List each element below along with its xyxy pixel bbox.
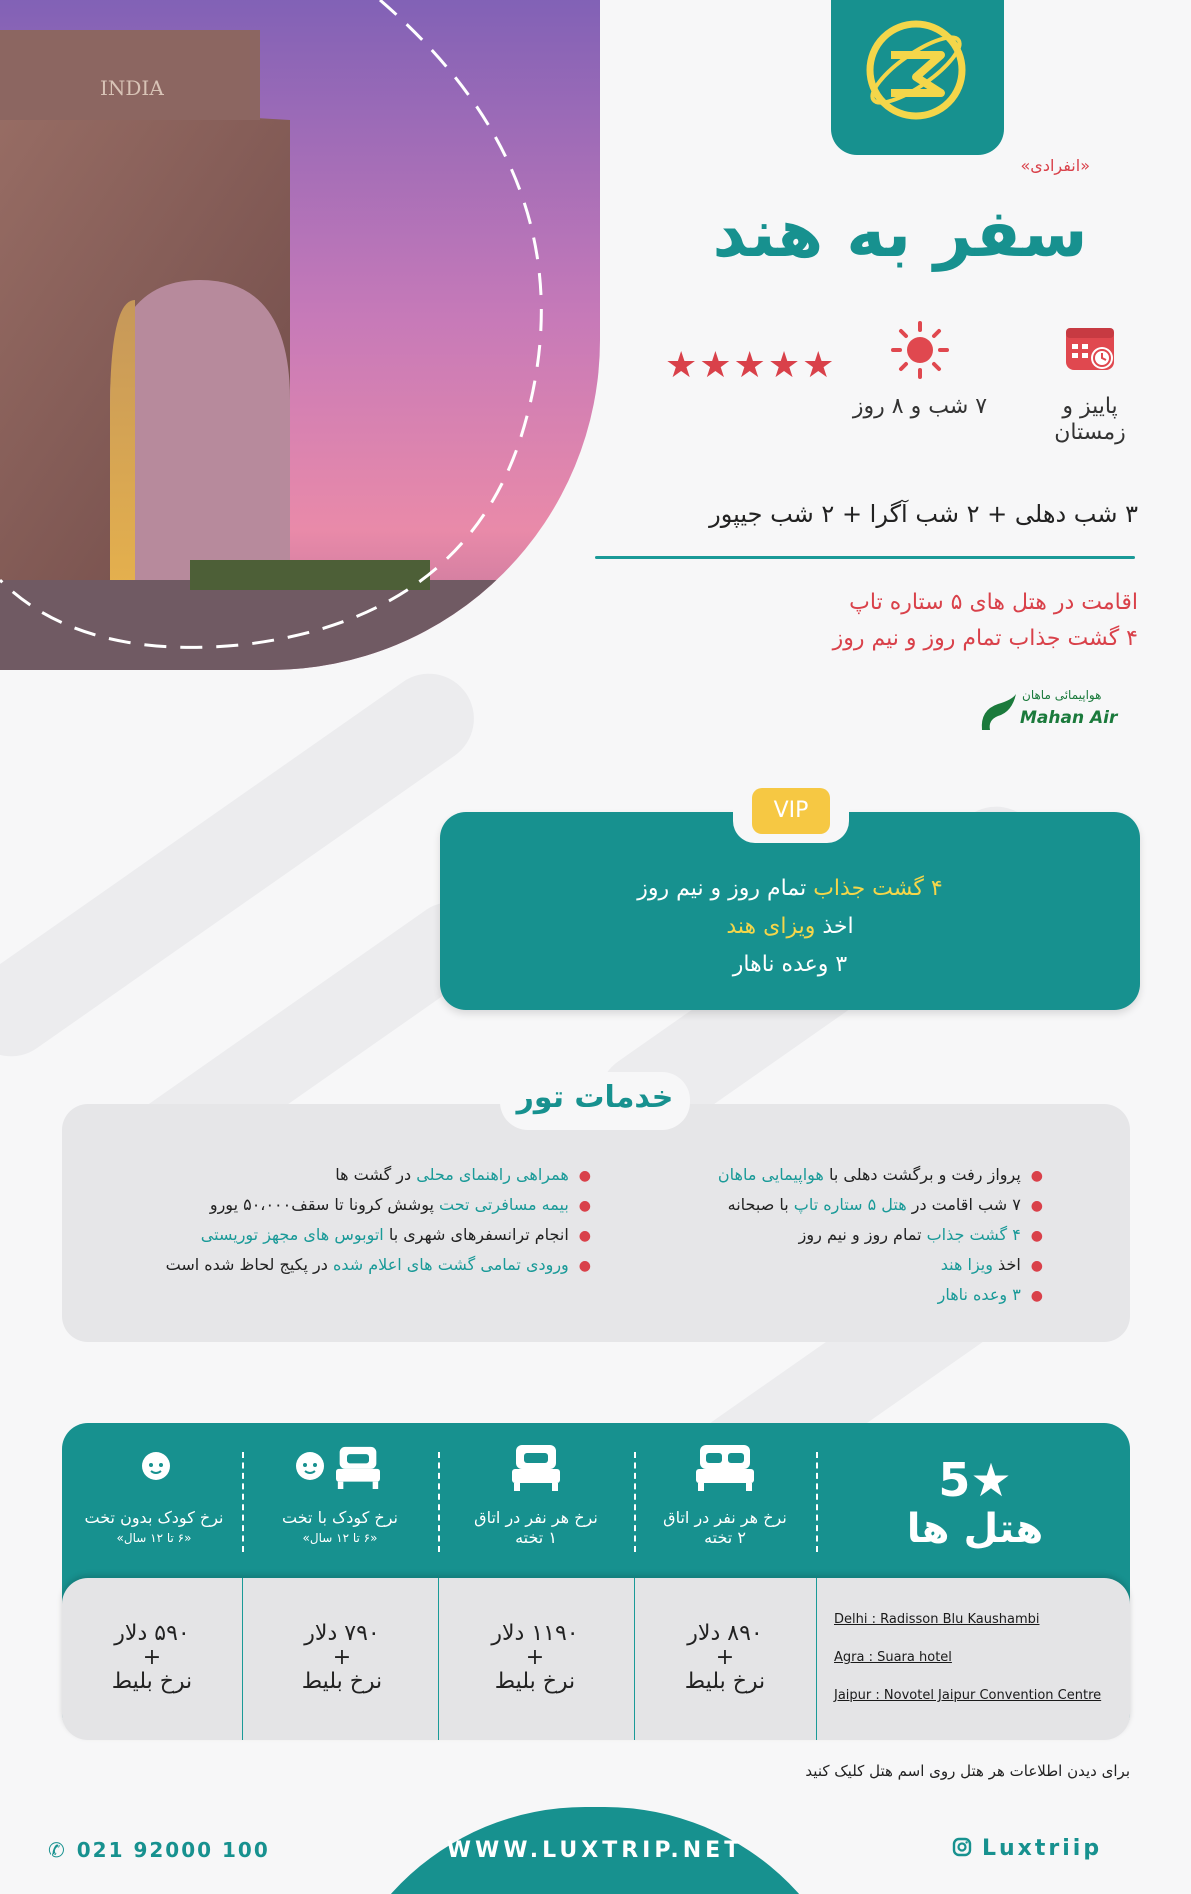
service-item	[335, 1165, 591, 1184]
column-separator	[242, 1452, 244, 1552]
price-ticket: نرخ بلیط	[111, 1669, 193, 1694]
single-bed-icon	[336, 1443, 380, 1491]
service-highlight: ۴ گشت جذاب	[926, 1225, 1021, 1244]
service-highlight: هتل ۵ ستاره تاپ	[793, 1195, 907, 1214]
tour-type-tag: «انفرادی»	[1020, 156, 1090, 175]
phone-icon: ✆	[48, 1838, 67, 1862]
service-item	[941, 1255, 1043, 1274]
service-text: پرواز رفت و برگشت دهلی با	[823, 1165, 1021, 1184]
service-item	[166, 1255, 591, 1274]
bullet-icon: ●	[1030, 1168, 1043, 1184]
season-feature	[1040, 320, 1140, 446]
divider	[595, 556, 1135, 559]
cell-separator	[438, 1578, 439, 1740]
bullet-icon: ●	[578, 1168, 591, 1184]
column-label-line2: «۶ تا ۱۲ سال»	[302, 1531, 378, 1545]
calendar-icon	[1062, 320, 1118, 376]
child-face-icon	[294, 1450, 326, 1482]
services-box	[62, 1104, 1130, 1342]
vip-line-2-highlight: ویزای هند	[726, 914, 816, 939]
star-icon: ★	[970, 1453, 1012, 1507]
column-label-line1: نرخ کودک بدون تخت	[84, 1508, 224, 1527]
price-plus: +	[525, 1645, 545, 1670]
price-ticket: نرخ بلیط	[301, 1669, 383, 1694]
vip-line-2-text: اخذ	[815, 914, 854, 939]
column-label-line2: ۱ تخته	[515, 1528, 557, 1547]
price-plus: +	[715, 1645, 735, 1670]
price-ticket: نرخ بلیط	[684, 1669, 766, 1694]
service-text: اخذ	[992, 1255, 1021, 1274]
hotel-info-note: برای دیدن اطلاعات هر هتل روی اسم هتل کلیک کنید	[805, 1762, 1130, 1780]
bullet-icon: ●	[578, 1228, 591, 1244]
hotels-title-word: هتل ها	[906, 1506, 1044, 1552]
column-label-line2: ۲ تخته	[704, 1528, 746, 1547]
highlight-tours: ۴ گشت جذاب تمام روز و نیم روز	[832, 626, 1138, 651]
duration-feature	[840, 320, 1000, 420]
price-cell-child-nobed	[72, 1622, 232, 1694]
bullet-icon: ●	[1030, 1198, 1043, 1214]
vip-line-2	[440, 914, 1140, 939]
mahan-air-logo	[978, 688, 1138, 736]
price-cell-double	[645, 1622, 805, 1694]
bullet-icon: ●	[1030, 1228, 1043, 1244]
cell-separator	[242, 1578, 243, 1740]
service-text: با صبحانه	[727, 1195, 794, 1214]
column-label	[76, 1508, 232, 1548]
cell-separator	[634, 1578, 635, 1740]
vip-line-3: ۳ وعده ناهار	[732, 952, 848, 977]
service-text: ۷ شب اقامت در	[906, 1195, 1021, 1214]
sun-icon	[890, 320, 950, 380]
page-title: سفر به هند	[712, 195, 1088, 272]
double-bed-icon	[696, 1443, 754, 1491]
column-label-line1: نرخ هر نفر در اتاق	[474, 1508, 598, 1527]
hotel-link-delhi[interactable]: Delhi : Radisson Blu Kaushambi	[834, 1612, 1040, 1627]
duration-label: ۷ شب و ۸ روز	[852, 394, 988, 419]
services-title: خدمات تور	[516, 1080, 674, 1115]
column-label	[460, 1508, 612, 1548]
service-item	[718, 1165, 1043, 1184]
service-item	[938, 1285, 1043, 1304]
service-item	[210, 1195, 591, 1214]
column-separator	[816, 1452, 818, 1552]
phone-number: 021 92000 100	[76, 1838, 270, 1862]
service-highlight: هواپیمایی ماهان	[717, 1165, 824, 1184]
svg-text:INDIA: INDIA	[100, 76, 164, 100]
column-label-line1: نرخ هر نفر در اتاق	[663, 1508, 787, 1527]
instagram-icon	[952, 1837, 972, 1857]
service-highlight: اتوبوس های مجهز توریستی	[200, 1225, 384, 1244]
price-value: ۱۱۹۰ دلار	[491, 1621, 579, 1646]
brand-logo	[831, 0, 1004, 155]
instagram-contact[interactable]	[952, 1836, 1102, 1861]
service-highlight: ویزا هند	[940, 1255, 993, 1274]
service-highlight: همراهی راهنمای محلی	[416, 1165, 569, 1184]
service-text: تمام روز و نیم روز	[798, 1225, 927, 1244]
price-plus: +	[142, 1645, 162, 1670]
column-separator	[634, 1452, 636, 1552]
vip-line-1	[440, 876, 1140, 901]
service-highlight: بیمه مسافرتی تحت	[439, 1195, 569, 1214]
price-cell-single	[455, 1622, 615, 1694]
bullet-icon: ●	[1030, 1258, 1043, 1274]
price-plus: +	[332, 1645, 352, 1670]
vip-line-1-highlight: ۴ گشت جذاب	[813, 876, 943, 901]
price-cell-child-bed	[262, 1622, 422, 1694]
cell-separator	[816, 1578, 817, 1740]
airline-en: Mahan Air	[1020, 708, 1118, 728]
column-label	[260, 1508, 420, 1548]
service-highlight: ۳ وعده ناهار	[937, 1285, 1021, 1304]
hotel-link-jaipur[interactable]: Jaipur : Novotel Jaipur Convention Centre	[834, 1688, 1102, 1703]
website-link[interactable]: WWW.LUXTRIP.NET	[446, 1838, 744, 1863]
hotel-link-agra[interactable]: Agra : Suara hotel	[834, 1650, 952, 1665]
service-item	[201, 1225, 591, 1244]
service-text: در پکیج لحاظ شده است	[165, 1255, 333, 1274]
service-text: در گشت ها	[335, 1165, 417, 1184]
column-label-line2: «۶ تا ۱۲ سال»	[116, 1531, 192, 1545]
bullet-icon: ●	[578, 1258, 591, 1274]
column-separator	[438, 1452, 440, 1552]
airline-fa: هواپیمائی ماهان	[1022, 688, 1102, 702]
child-face-icon	[140, 1450, 172, 1482]
service-item	[728, 1195, 1043, 1214]
season-label: پاییز و زمستان	[1054, 394, 1126, 445]
price-value: ۷۹۰ دلار	[304, 1621, 380, 1646]
price-value: ۸۹۰ دلار	[687, 1621, 763, 1646]
rating-stars: ★★★★★	[665, 345, 837, 386]
bullet-icon: ●	[1030, 1288, 1043, 1304]
service-highlight: ورودی تمامی گشت های اعلام شده	[332, 1255, 569, 1274]
price-value: ۵۹۰ دلار	[114, 1621, 190, 1646]
column-label	[650, 1508, 800, 1548]
route-summary: ۳ شب دهلی + ۲ شب آگرا + ۲ شب جیپور	[709, 500, 1138, 528]
bullet-icon: ●	[578, 1198, 591, 1214]
price-ticket: نرخ بلیط	[494, 1669, 576, 1694]
service-item	[799, 1225, 1043, 1244]
service-text: پوشش کرونا تا سقف۵۰،۰۰۰ یورو	[209, 1195, 440, 1214]
india-gate-photo	[0, 0, 600, 670]
service-text: انجام ترانسفرهای شهری با	[383, 1225, 569, 1244]
column-label-line1: نرخ کودک با تخت	[281, 1508, 398, 1527]
vip-badge: VIP	[752, 788, 830, 834]
highlight-stay: اقامت در هتل های ۵ ستاره تاپ	[849, 590, 1138, 615]
luxtrip-logo-icon	[861, 15, 971, 125]
mahan-bird-icon	[978, 690, 1018, 736]
single-bed-icon	[512, 1443, 560, 1491]
instagram-handle: Luxtriip	[982, 1836, 1103, 1861]
hotels-title	[880, 1455, 1070, 1553]
hotels-star-count: 5	[938, 1453, 971, 1507]
vip-line-1-text: تمام روز و نیم روز	[637, 876, 814, 901]
phone-contact[interactable]	[48, 1838, 270, 1862]
